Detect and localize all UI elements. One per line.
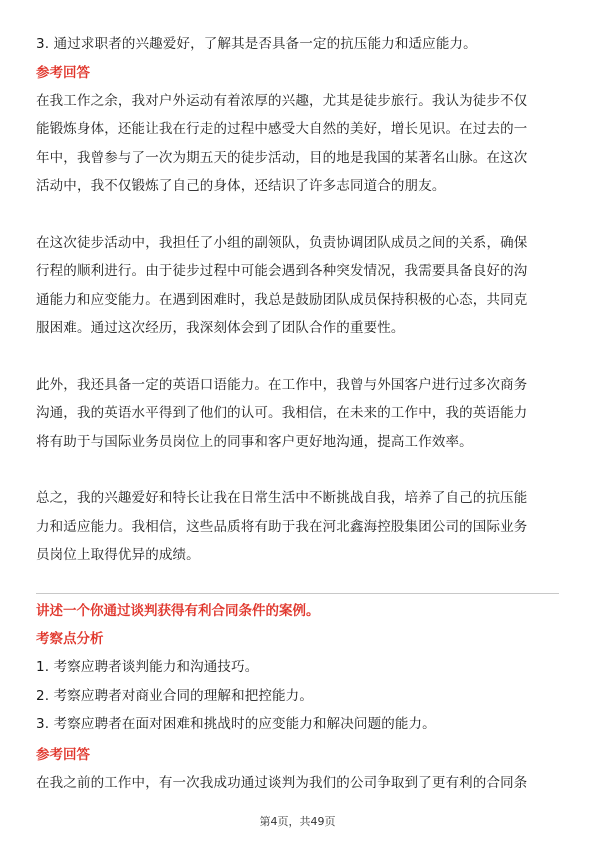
question-title: 讲述一个你通过谈判获得有利合同条件的案例。 <box>36 603 320 619</box>
analysis-point: 1. 考察应聘者谈判能力和沟通技巧。 <box>36 659 259 675</box>
answer-paragraph-1 <box>36 87 559 201</box>
paragraph-line: 将有助于与国际业务员岗位上的同事和客户更好地沟通，提高工作效率。 <box>36 433 473 450</box>
paragraph-line: 在我之前的工作中，有一次我成功通过谈判为我们的公司争取到了更有利的合同条 <box>36 774 528 791</box>
answer-paragraph-3 <box>36 371 559 457</box>
paragraph-line: 力和适应能力。我相信，这些品质将有助于我在河北鑫海控股集团公司的国际业务 <box>36 518 528 535</box>
paragraph-line: 能锻炼身体，还能让我在行走的过程中感受大自然的美好，增长见识。在过去的一 <box>36 121 528 137</box>
reference-answer-label: 参考回答 <box>36 746 90 763</box>
paragraph-line: 在这次徒步活动中，我担任了小组的副领队，负责协调团队成员之间的关系，确保 <box>36 234 528 251</box>
paragraph-line: 此外，我还具备一定的英语口语能力。在工作中，我曾与外国客户进行过多次商务 <box>36 376 528 393</box>
paragraph-line: 通能力和应变能力。在遇到困难时，我总是鼓励团队成员保持积极的心态，共同克 <box>36 291 528 308</box>
page-number: 第4页，共49页 <box>259 815 336 828</box>
answer-paragraph-2 <box>36 229 559 343</box>
page-content <box>36 30 559 570</box>
paragraph-line: 年中，我曾参与了一次为期五天的徒步活动，目的地是我国的某著名山脉。在这次 <box>36 149 528 166</box>
paragraph-line: 员岗位上取得优异的成绩。 <box>36 547 200 563</box>
analysis-point: 3. 考察应聘者在面对困难和挑战时的应变能力和解决问题的能力。 <box>36 716 436 732</box>
paragraph-line: 服困难。通过这次经历，我深刻体会到了团队合作的重要性。 <box>36 320 405 336</box>
section-divider <box>36 593 559 594</box>
question-point-3: 3. 通过求职者的兴趣爱好，了解其是否具备一定的抗压能力和适应能力。 <box>36 36 477 52</box>
reference-answer-label: 参考回答 <box>36 64 90 81</box>
paragraph-line: 在我工作之余，我对户外运动有着浓厚的兴趣，尤其是徒步旅行。我认为徒步不仅 <box>36 92 528 109</box>
paragraph-line: 总之，我的兴趣爱好和特长让我在日常生活中不断挑战自我，培养了自己的抗压能 <box>36 490 528 506</box>
paragraph-line: 活动中，我不仅锻炼了自己的身体，还结识了许多志同道合的朋友。 <box>36 178 446 194</box>
paragraph-line: 行程的顺利进行。由于徒步过程中可能会遇到各种突发情况，我需要具备良好的沟 <box>36 263 528 279</box>
analysis-point: 2. 考察应聘者对商业合同的理解和把控能力。 <box>36 687 313 704</box>
answer-paragraph-4 <box>36 484 559 570</box>
analysis-label: 考察点分析 <box>36 631 104 647</box>
paragraph-line: 沟通，我的英语水平得到了他们的认可。我相信，在未来的工作中，我的英语能力 <box>36 405 528 421</box>
question-section <box>36 597 559 797</box>
